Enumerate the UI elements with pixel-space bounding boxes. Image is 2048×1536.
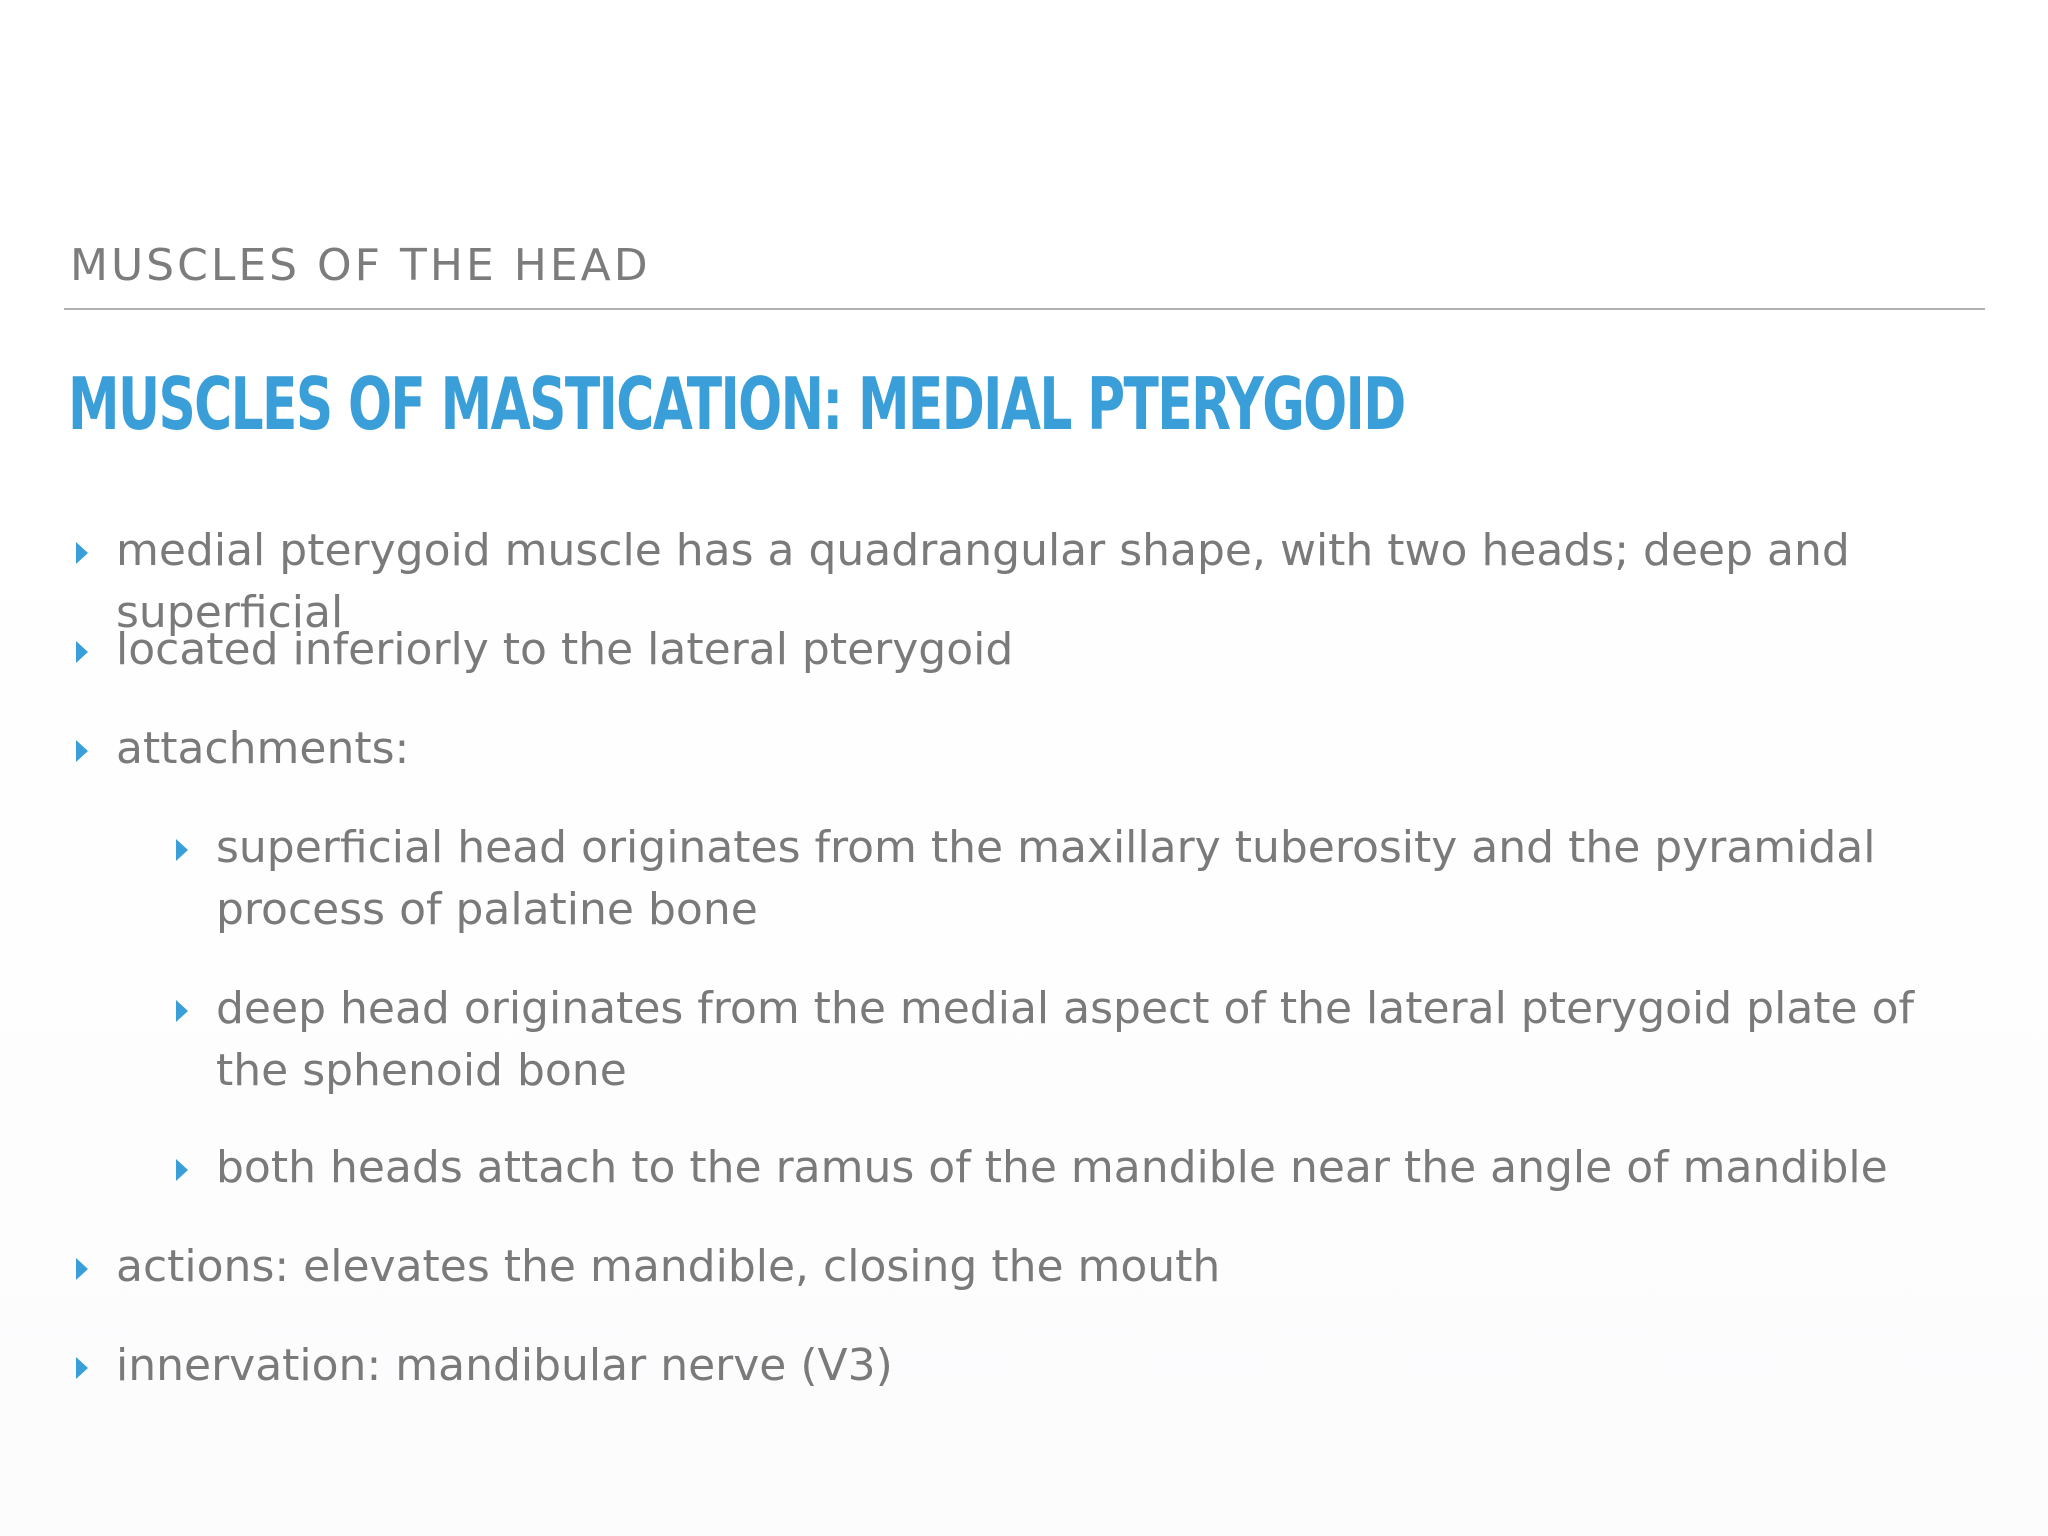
bullet-text: superficial head originates from the maxillary tuberosity and the pyramidal process of palatine bone <box>216 822 1876 935</box>
triangle-right-icon <box>176 1000 188 1022</box>
section-header: MUSCLES OF THE HEAD <box>70 240 651 291</box>
triangle-right-icon <box>76 740 88 762</box>
bullet-text: innervation: mandibular nerve (V3) <box>116 1340 893 1391</box>
bullet-text: medial pterygoid muscle has a quadrangular shape, with two heads; deep and superficial <box>116 525 1850 638</box>
triangle-right-icon <box>76 641 88 663</box>
header-divider <box>64 308 1985 310</box>
triangle-right-icon <box>76 542 88 564</box>
bullet-item <box>116 1236 2016 1298</box>
bullet-text: attachments: <box>116 723 410 774</box>
slide-title: MUSCLES OF MASTICATION: MEDIAL PTERYGOID <box>68 362 1405 446</box>
sub-bullet-item <box>216 817 1996 941</box>
triangle-right-icon <box>76 1258 88 1280</box>
triangle-right-icon <box>176 1159 188 1181</box>
sub-bullet-item <box>216 1137 1996 1199</box>
bullet-text: deep head originates from the medial aspect of the lateral pterygoid plate of the sphenoid bone <box>216 983 1915 1096</box>
bullet-text: located inferiorly to the lateral pterygoid <box>116 624 1014 675</box>
sub-bullet-item <box>216 978 1996 1102</box>
bullet-item <box>116 619 2016 681</box>
triangle-right-icon <box>76 1357 88 1379</box>
triangle-right-icon <box>176 839 188 861</box>
bullet-item <box>116 718 2016 780</box>
bullet-item <box>116 1335 2016 1397</box>
bullet-text: actions: elevates the mandible, closing the mouth <box>116 1241 1221 1292</box>
bullet-text: both heads attach to the ramus of the mandible near the angle of mandible <box>216 1142 1888 1193</box>
